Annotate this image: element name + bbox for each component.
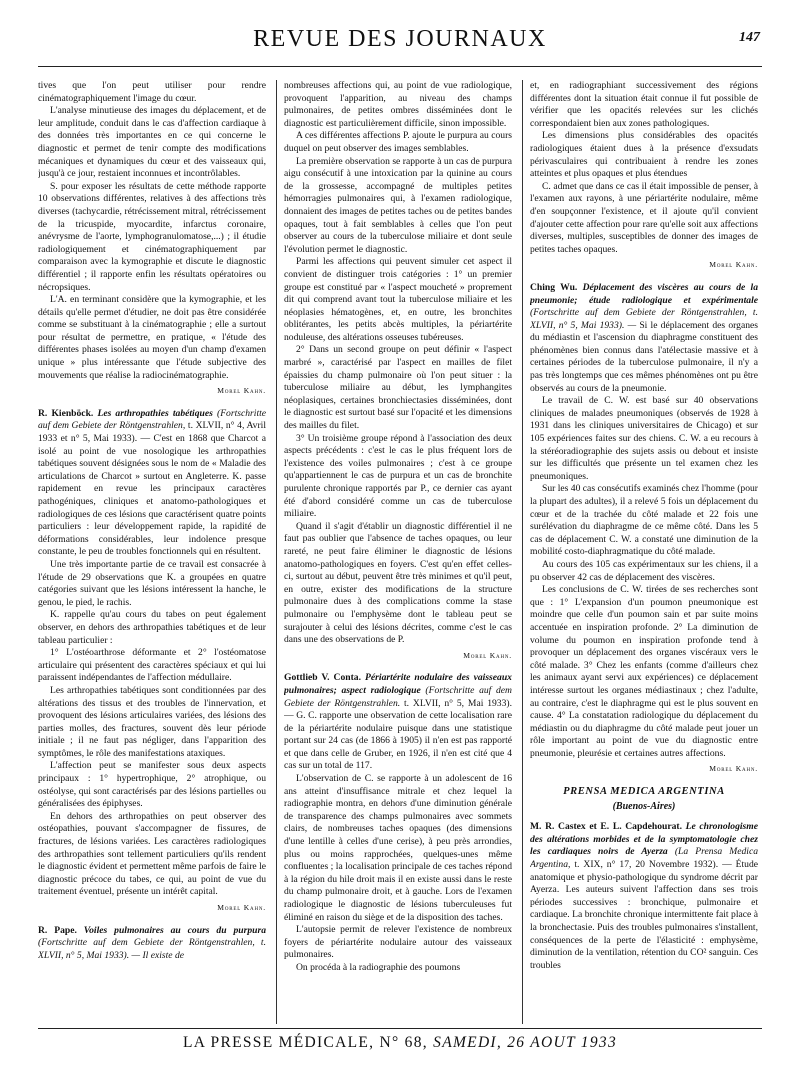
paragraph: L'A. en terminant considère que la kymographie, et les détails qu'elle permet d'étudier, ne doit pas être considérée comme se substituant à la cinématographie ; elle a surtout pour résultat de permettre, en pratique, « l'étude des différentes phases isolées au moyen d'un champ d'examen unique » plus intéressante que l'étude subjective des mouvements que réalise la radiocinématographie. <box>38 294 266 381</box>
section-heading: PRENSA MEDICA ARGENTINA <box>563 786 725 798</box>
article-title: Déplacement des viscères au cours de la pneumonie; étude radiologique et expérimentale <box>530 281 758 306</box>
article-reference: (Fortschritte auf dem Gebiete der Röntgenstrahlen, t. XLVII, n° 5, Mai 1933). — Il existe de <box>38 937 266 961</box>
paragraph: Les conclusions de C. W. tirées de ses recherches sont que : 1° L'expansion d'un poumon pneumonique est moindre que celle d'un poumon sain et par suite moins accentuée en inspiration profonde. 2° La diminution de volume du poumon en inspiration profonde tend à provoquer un déplacement des organes viscéraux vers le côté malade. 3° Chez les enfants (comme d'ailleurs chez les animaux ayant servi aux expériences) ce déplacement intéresse surtout les organes médiastinaux ; chez l'adulte, au contraire, c'est le diaphragme qui est le plus souvent en cause. 4° La constatation radiologique du déplacement du médiastin ou du diaphragme du côté malade peut jouer un rôle important au point de vue du diagnostic entre pneumonie, pleurésie et certaines autres affections. <box>530 584 758 759</box>
paragraph: C. admet que dans ce cas il était impossible de penser, à l'examen aux rayons, à une périartérite nodulaire, même d'en soupçonner l'existence, et il ajoute qu'il convient d'ajouter cette affection pour rare qu'elle soit aux affections diverses, multiples, susceptibles de donner des images de petites taches opaques. <box>530 180 758 255</box>
author-signature: Morel Kahn. <box>709 764 758 774</box>
article-author: Gottlieb V. Conta. <box>284 672 362 684</box>
article-reference: (La Prensa Medica Argentina, <box>530 846 758 871</box>
column-3 <box>530 80 758 1026</box>
paragraph: Les dimensions plus considérables des opacités radiologiques étaient dues à la présence d'exsudats périvasculaires qui contribuaient à rendre les zones atteintes et plus opaques et plus étendues <box>530 130 758 180</box>
journal-title: REVUE DES JOURNAUX <box>253 26 547 52</box>
page-number: 147 <box>739 30 760 45</box>
paragraph: S. pour exposer les résultats de cette méthode rapporte 10 observations différentes, relatives à des affections très diverses (tachycardie, rétrécissement mitral, rétrécissement de la tricuspide, myocardite, infarctus coronaire, anévrysme de l'aorte, lymphogranulomatose,...) ; il étudie radiologiquement et cinématographiquement par comparaison avec la kymographie et discute le diagnostic différentiel ; il rapporte enfin les résultats opératoires ou nécropsiques. <box>38 180 266 293</box>
article-reference: (Fortschritte auf dem Gebiete der Röntgenstrahlen. <box>284 684 512 709</box>
author-signature: Morel Kahn. <box>709 260 758 270</box>
paragraph: A ces différentes affections P. ajoute le purpura au cours duquel on peut observer des images semblables. <box>284 130 512 154</box>
author-signature: Morel Kahn. <box>217 903 266 912</box>
article-heading <box>38 408 266 559</box>
article-author: Ching Wu. <box>530 281 578 293</box>
paragraph: Les arthropathies tabétiques sont conditionnées par des altérations des tissus et des troubles de l'innervation, et provoquent des lésions articulaires variées, des lésions des parties molles, des fractures, souvent dès leur période initiale ; il ne faut pas négliger, dans l'apparition des symptômes, le rôle des manifestations ataxiques. <box>38 684 266 759</box>
article-heading <box>284 672 512 773</box>
footer-rule <box>38 1028 762 1029</box>
paragraph: L'autopsie permit de relever l'existence de nombreux foyers de périartérite nodulaire autour des vaisseaux pulmonaires. <box>284 924 512 961</box>
paragraph: L'analyse minutieuse des images du déplacement, et de leur amplitude, conduit dans le cas d'affection cardiaque à des données très importantes en ce qui concerne le diagnostic et permet de tenir compte des modifications mécaniques et dynamiques du cœur et des vaisseaux qui, jusqu'à ce jour, restaient inconnues et incontrôlables. <box>38 105 266 180</box>
paragraph: Le travail de C. W. est basé sur 40 observations cliniques de malades pneumoniques (observés de 1928 à 1931 dans les cliniques universitaires de Chicago) et sur 105 expériences faites sur des chiens. C. W. a eu recours à la stéréoradiographie des sujets assis ou debout et insiste sur les difficultés que présente un tel examen chez les pneumoniques. <box>530 395 758 482</box>
article-author: R. Pape. <box>38 924 77 936</box>
article-title: Voiles pulmonaires au cours du purpura <box>83 924 266 936</box>
paragraph: 3° Un troisième groupe répond à l'association des deux aspects précédents : c'est le cas le plus fréquent lors de l'existence des voiles pulmonaires ; c'est à ce groupe qu'appartiennent le cas de purpura et un cas de bronchite purulente chronique rapportés par P., ce dernier cas ayant été d'abord considéré comme un cas de tuberculose miliaire. <box>284 432 512 520</box>
author-signature: Morel Kahn. <box>217 386 266 396</box>
article-heading <box>530 282 758 395</box>
paragraph: Parmi les affections qui peuvent simuler cet aspect il convient de distinguer trois catégories : 1° un premier groupe est constitué par « l'aspect moucheté » proprement dit qui comprend avant tout la tuberculose miliaire et les néoplasies hématogènes, et, en outre, les bronchites oblitérantes, les petits abcès multiples, la périartérite noduleuse, des altérations osseuses tubéreuses. <box>284 256 512 343</box>
article-reference-detail: Si le déplacement des organes du médiastin et l'ascension du diaphragme constituent des phénomènes bien connus dans l'atélectasie massive et à certaines périodes de la tuberculose pulmonaire, il n'y a pas très longtemps que ces mêmes phénomènes ont pu être observés au cours de la pneumonie. <box>530 319 758 394</box>
article-reference-detail: t. XLVII, n° 4, Avril 1933 et n° 5, Mai 1933). — <box>38 420 266 445</box>
header-rule <box>38 66 762 67</box>
page-header <box>38 22 762 64</box>
paragraph: Une très importante partie de ce travail est consacrée à l'étude de 29 observations que K. a groupées en quatre catégories suivant que les lésions intéressent la hanche, le genou, le pied, le rachis. <box>38 558 266 608</box>
paragraph: Sur les 40 cas consécutifs examinés chez l'homme (pour la plupart des adultes), il a relevé 5 fois un déplacement du cœur et de la trachée du côté malade et 22 fois une surélévation du diaphragme de ce même côté. Dans les 5 cas de déplacement C. W. a constaté une diminution de la mobilité costo-diaphragmatique du côté malade. <box>530 483 758 558</box>
footer-journal: LA PRESSE MÉDICALE, <box>182 1034 375 1051</box>
article-reference-detail: t. XIX, n° 17, 20 Novembre 1932). — Étude anatomique et physio-pathologique du syndrome décrit par Ayerza. Les auteurs suivent l'affection dans ses trois périodes successives : bronchique, pulmonaire et cardiaque. La bronchite chronique intermittente fait place à la bronchectasie. Puis des troubles pulmonaires s'installent, conséquences de la perte de l'élasticité : emphysème, diminution de la ventilation, rétention du CO² sanguin. Ces troubles <box>530 859 758 971</box>
section-subheading: (Buenos-Aires) <box>612 800 676 812</box>
article-title: Le chronologisme des altérations morbides et de la symptomatologie chez les cardiaques noirs de Ayerza <box>530 821 758 858</box>
column-2 <box>284 80 512 1026</box>
paragraph: 1° L'ostéoarthrose déformante et 2° l'ostéomatose articulaire qui présentent des caractères spéciaux et qui lui paraissent indépendantes de l'affection médullaire. <box>38 647 266 684</box>
article-heading <box>38 925 266 963</box>
article-title: Périartérite nodulaire des vaisseaux pulmonaires; aspect radiologique <box>284 672 512 696</box>
article-reference-detail: t. XLVII, n° 5, Mai 1933). — G. C. rapporte une observation de cette localisation rare de la périartérite nodulaire puisque dans une statistique portant sur 24 cas (de 1866 à 1905) il n'en est pas rapporté et que dans celle de Gruber, en 1926, il n'en est cité que 4 cas sur un total de 117. <box>284 697 512 772</box>
article-heading <box>530 821 758 972</box>
column-divider <box>522 80 523 1024</box>
article-reference: (Fortschritte auf dem Gebiete der Röntgenstrahlen, <box>38 407 266 432</box>
paragraph: tives que l'on peut utiliser pour rendre cinématographiquement l'image du cœur. <box>38 80 266 104</box>
author-signature: Morel Kahn. <box>463 650 512 660</box>
article-title: Les arthropathies tabétiques <box>97 407 213 419</box>
column-1 <box>38 80 266 1026</box>
column-divider <box>276 80 277 1024</box>
paragraph: La première observation se rapporte à un cas de purpura aigu consécutif à une intoxication par la quinine au cours de la grossesse, accompagné de multiples petites hémorragies pulmonaires qui, à l'examen radiologique, donnaient des images de petites taches ou de petites bandes opaques, tout à fait semblables à celles que l'on peut observer au cours de la tuberculose miliaire et dont seule l'évolution permet le diagnostic. <box>284 155 512 255</box>
article-author: R. Kienböck. <box>38 407 94 419</box>
paragraph: 2° Dans un second groupe on peut définir « l'aspect marbré », caractérisé par l'aspect en mailles de filet épaissies du champ pulmonaire où l'on peut situer : la tuberculose miliaire au début, les lymphangites néoplasiques, certaines bronchiectasies disséminées, dont le diagnostic est surtout basé sur l'opacité et les dimensions des mailles du filet. <box>284 344 512 432</box>
article-reference: (Fortschritte auf dem Gebiete der Röntgenstrahlen, t. XLVII, n° 5, Mai 1933). — <box>530 307 758 331</box>
article-author: M. R. Castex et E. L. Capdehourat. <box>530 821 682 833</box>
paragraph: L'affection peut se manifester sous deux aspects principaux : 1° hypertrophique, 2° atrophique, ou ostéolyse, qui sont caractérisés par des lésions partielles ou généralisées des épiphyses. <box>38 760 266 810</box>
footer-issue: N° 68, <box>379 1034 428 1051</box>
paragraph: L'observation de C. se rapporte à un adolescent de 16 ans atteint d'insuffisance mitrale et chez lequel la radiographie montra, en dehors d'une diminution générale de transparence des champs pulmonaires avec sommets clairs, de nombreuses taches opaques (des dimensions d'une lentille à celles d'une cerise), à peu près arrondies, plus ou moins rapprochées, quelques-unes même confluentes ; la localisation principale de ces taches répond à la région du hile droit mais il en existe aussi dans le reste du champ pulmonaire droit, et à gauche. Lors de l'examen radiologique le diagnostic de lésions tuberculeuses fut éliminé en raison du siège et de la disposition des taches. <box>284 773 512 923</box>
paragraph: et, en radiographiant successivement des régions différentes dont la situation était connue il fut possible de vérifier que les opacités relevées sur les clichés correspondaient bien aux zones pathologiques. <box>530 80 758 129</box>
paragraph: nombreuses affections qui, au point de vue radiologique, provoquent l'apparition, au niveau des champs pulmonaires, de petites ombres disséminées dont le diagnostic est particulièrement difficile, sinon impossible. <box>284 80 512 129</box>
footer-date: SAMEDI, 26 AOUT 1933 <box>433 1034 618 1051</box>
paragraph: En dehors des arthropathies on peut observer des ostéopathies, pouvant s'accompagner de fissures, de fractures, de lésions variées. Les caractères radiologiques des arthropathies sont tellement particuliers qu'ils rendent le diagnostic évident et permettent même parfois de faire le diagnostic précoce du tabes, ce qui, au point de vue du traitement éventuel, présente un intérêt capital. <box>38 810 266 898</box>
paragraph: Au cours des 105 cas expérimentaux sur les chiens, il a pu observer 42 cas de déplacement des viscères. <box>530 558 758 583</box>
paragraph: C'est en 1868 que Charcot a isolé au point de vue nosologique les arthropathies tabétiques souvent désignées sous le nom de « Maladie des articulations de Charcot » surtout en Angleterre. K. passe rapidement en revue les principaux caractères pathogéniques, cliniques et anatomo-pathologiques et radiologiques de ces lésions que caractérisent quatre points particuliers : leur développement rapide, la rapidité de déformations considérables, leur indolence presque constante, le peu de troubles fonctionnels qui en résultent. <box>38 433 266 558</box>
page-footer <box>38 1034 762 1052</box>
paragraph: On procéda à la radiographie des poumons <box>296 961 461 973</box>
paragraph: K. rappelle qu'au cours du tabes on peut également observer, en dehors des arthropathies tabétiques et de leur tableau particulier : <box>38 609 266 646</box>
paragraph: Quand il s'agit d'établir un diagnostic différentiel il ne faut pas oublier que l'absence de taches opaques, ou leur rareté, ne peut faire éliminer le diagnostic de lésions anatomo-pathologiques en foyers. C'est qu'en effet celles-ci, surtout au début, peuvent être très minimes et qu'il peut, en outre, exister des modifications de la structure pulmonaire dues à des complications comme la stase pulmonaire ou l'emphysème dont le tableau peut se surajouter à celui des lésions décrites, comme c'est le cas dans une des observations de P. <box>284 520 512 646</box>
